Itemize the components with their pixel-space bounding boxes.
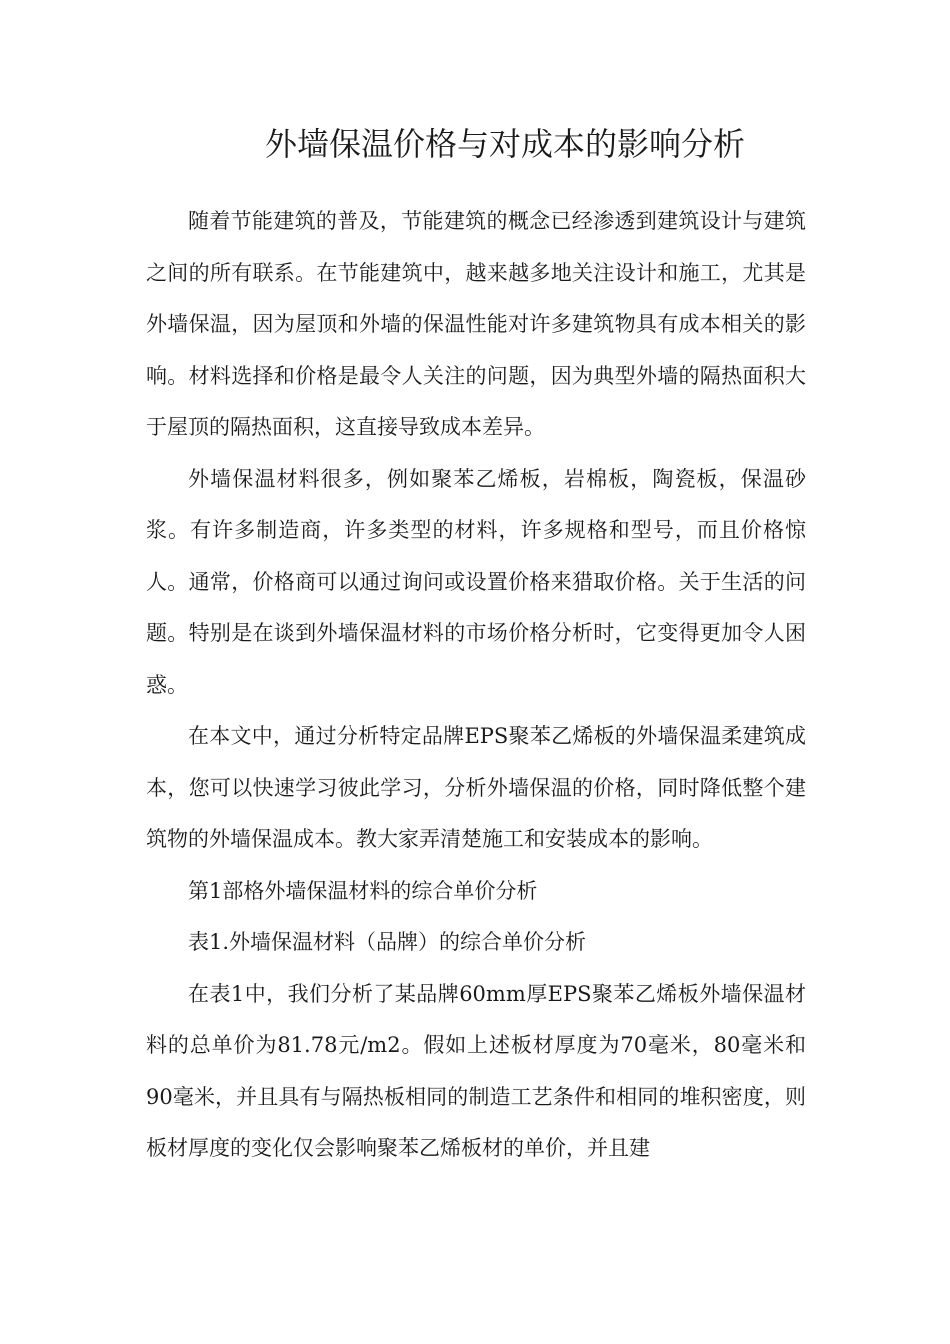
paragraph-materials: 外墙保温材料很多，例如聚苯乙烯板，岩棉板，陶瓷板，保温砂浆。有许多制造商，许多类型的材料，许多规格和型号，而且价格惊人。通常，价格商可以通过询问或设置价格来猎取价格。关于生活的问题。特别是在谈到外墙保温材料的市场价格分析时，它变得更加令人困惑。 [146, 466, 806, 697]
paragraph-analysis: 在表1中，我们分析了某品牌60mm厚EPS聚苯乙烯板外墙保温材料的总单价为81.78元/m2。假如上述板材厚度为70毫米，80毫米和90毫米，并且具有与隔热板相同的制造工艺条件和相同的堆积密度，则板材厚度的变化仅会影响聚苯乙烯板材的单价，并且建 [146, 981, 806, 1160]
table-caption: 表1.外墙保温材料（品牌）的综合单价分析 [188, 930, 587, 954]
paragraph-intro: 随着节能建筑的普及，节能建筑的概念已经渗透到建筑设计与建筑之间的所有联系。在节能建筑中，越来越多地关注设计和施工，尤其是外墙保温，因为屋顶和外墙的保温性能对许多建筑物具有成本相关的影响。材料选择和价格是最令人关注的问题，因为典型外墙的隔热面积大于屋顶的隔热面积，这直接导致成本差异。 [146, 209, 806, 439]
section-heading: 第1部格外墙保温材料的综合单价分析 [188, 878, 538, 903]
paragraph-purpose: 在本文中，通过分析特定品牌EPS聚苯乙烯板的外墙保温柔建筑成本，您可以快速学习彼此学习，分析外墙保温的价格，同时降低整个建筑物的外墙保温成本。教大家弄清楚施工和安装成本的影响。 [146, 724, 806, 851]
document-title: 外墙保温价格与对成本的影响分析 [264, 125, 745, 163]
document-body [146, 196, 806, 1175]
